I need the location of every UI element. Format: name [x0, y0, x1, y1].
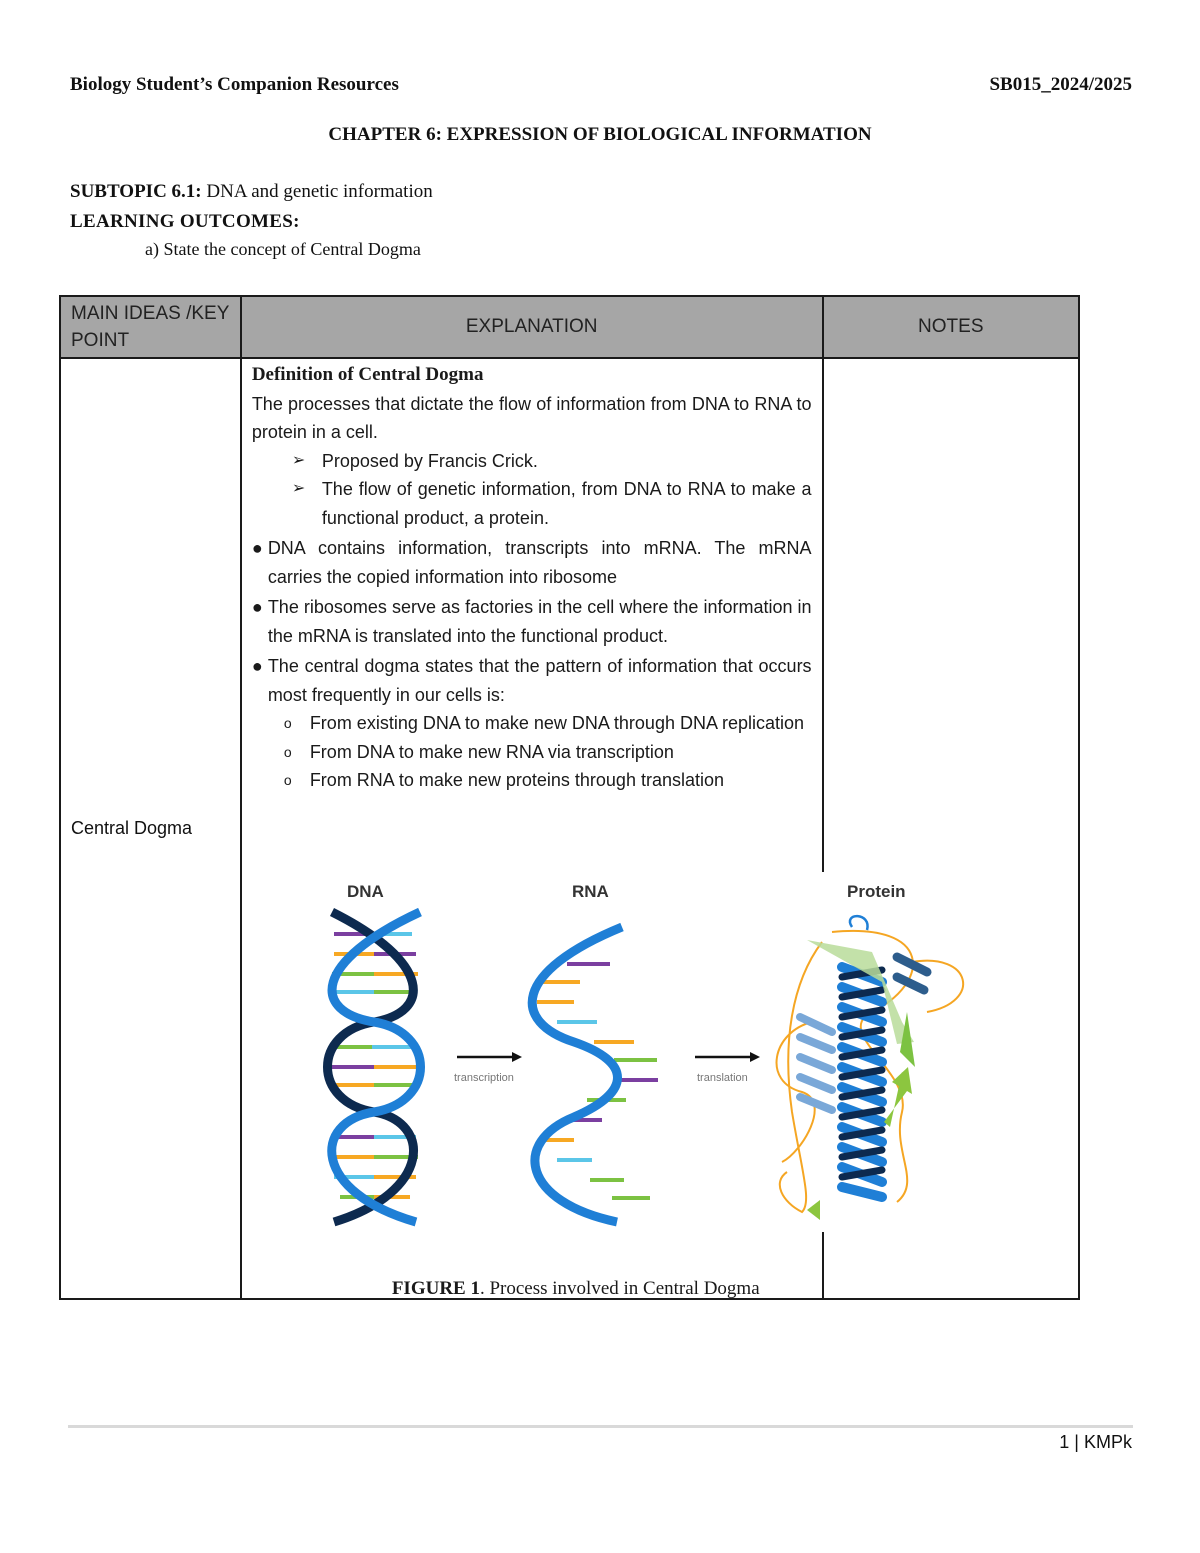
page-footer: 1 | KMPk	[1059, 1432, 1132, 1452]
learning-outcome-item: a) State the concept of Central Dogma	[145, 239, 421, 259]
figure-caption-label: FIGURE 1	[391, 1278, 480, 1299]
transcription-label: transcription	[453, 1072, 514, 1084]
arrow-bullet-icon: ➢	[291, 480, 306, 497]
bullet-point: ● The central dogma states that the pattern of information that occurs most frequently in our cells is:	[252, 652, 812, 709]
figure-caption	[392, 1275, 760, 1304]
footer-divider	[68, 1425, 1133, 1428]
rna-label: RNA	[571, 882, 609, 901]
dna-label: DNA	[346, 882, 384, 901]
protein-structure	[776, 916, 963, 1220]
central-dogma-figure	[312, 872, 992, 1232]
arrow-bullet-icon: ➢	[291, 451, 306, 469]
circle-bullet-icon: o	[283, 743, 292, 760]
main-idea-cell: Central Dogma	[60, 358, 241, 1299]
circle-bullet-icon: o	[283, 772, 292, 788]
subtopic-line	[70, 181, 433, 203]
explanation-cell	[241, 358, 906, 1299]
rna-bases	[537, 964, 658, 1198]
sub-point: o From existing DNA to make new DNA through DNA replication	[252, 709, 812, 738]
definition-title: Definition of Central Dogma	[251, 364, 484, 385]
document-header-left: Biology Student’s Companion Resources	[70, 74, 399, 95]
translation-label: translation	[696, 1072, 748, 1084]
central-dogma-illustration	[312, 872, 992, 1232]
dot-bullet-icon: ●	[251, 656, 263, 676]
rna-strand	[532, 927, 622, 1222]
protein-label: Protein	[846, 882, 906, 901]
header-main-ideas: MAIN IDEAS /KEY POINT	[60, 296, 241, 358]
dot-bullet-icon: ●	[251, 538, 263, 558]
sub-point: o From DNA to make new RNA via transcription	[252, 738, 812, 767]
circle-bullet-icon: o	[283, 715, 292, 731]
dot-bullet-icon: ●	[251, 597, 263, 617]
document-header-right: SB015_2024/2025	[989, 74, 1132, 95]
header-explanation: EXPLANATION	[241, 296, 823, 358]
notes-table	[59, 295, 1080, 1300]
arrow-point: ➢ Proposed by Francis Crick.	[252, 447, 812, 476]
header-notes: NOTES	[823, 296, 1079, 358]
chapter-title: CHAPTER 6: EXPRESSION OF BIOLOGICAL INFORMATION	[328, 124, 872, 145]
bullet-point: ● DNA contains information, transcripts into mRNA. The mRNA carries the copied information into ribosome	[252, 534, 812, 591]
figure-caption-text: . Process involved in Central Dogma	[479, 1278, 760, 1299]
bullet-point: ● The ribosomes serve as factories in the cell where the information in the mRNA is translated into the functional product.	[252, 593, 812, 650]
subtopic-text: DNA and genetic information	[206, 181, 433, 202]
sub-point: o From RNA to make new proteins through translation	[252, 766, 812, 795]
arrow-point: ➢ The flow of genetic information, from DNA to RNA to make a functional product, a protein.	[252, 475, 812, 532]
learning-outcomes-label: LEARNING OUTCOMES:	[70, 211, 300, 232]
subtopic-label: SUBTOPIC 6.1:	[70, 181, 202, 202]
definition-text: The processes that dictate the flow of information from DNA to RNA to protein in a cell.	[251, 393, 812, 442]
